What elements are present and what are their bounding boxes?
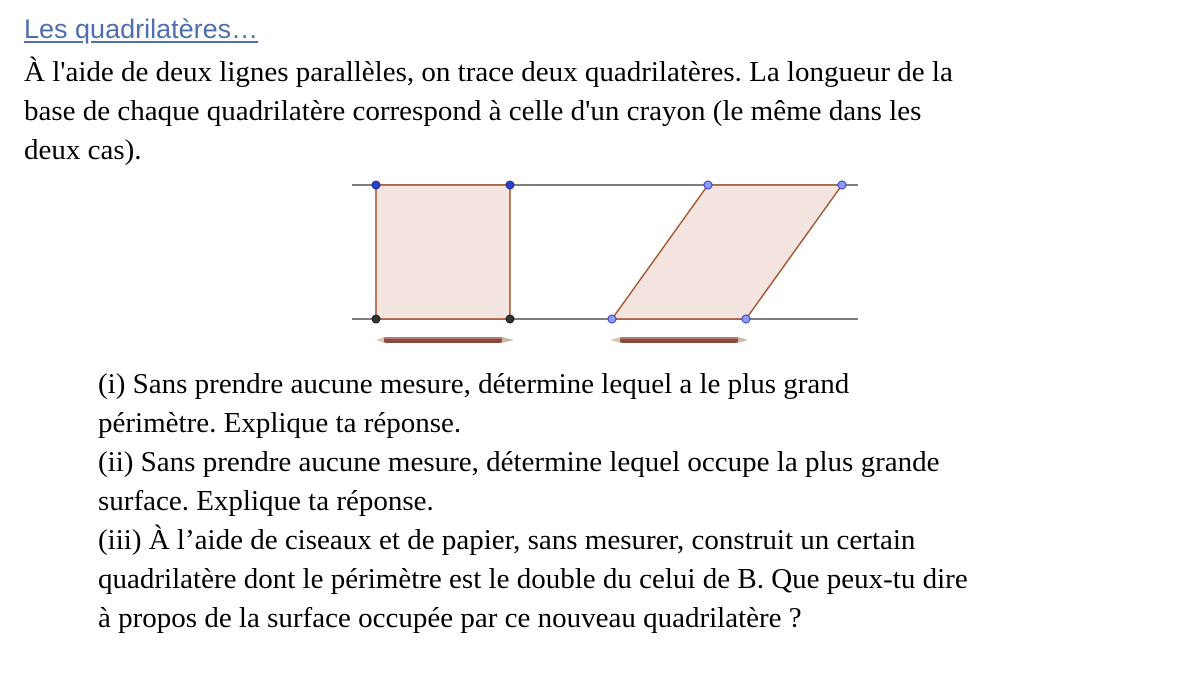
question-ii-line: surface. Explique ta réponse. — [98, 485, 434, 517]
page-title[interactable]: Les quadrilatères… — [24, 14, 259, 44]
intro-line: À l'aide de deux lignes parallèles, on trace deux quadrilatères. La longueur de la — [24, 56, 953, 88]
rectangle-bottom-right-point — [506, 315, 514, 323]
parallelogram-bottom-right-point — [742, 315, 750, 323]
rectangle-shape — [376, 185, 510, 319]
rectangle-bottom-left-point — [372, 315, 380, 323]
intro-line: base de chaque quadrilatère correspond à celle d'un crayon (le même dans les — [24, 95, 922, 127]
question-ii-line: (ii) Sans prendre aucune mesure, détermine lequel occupe la plus grande — [98, 446, 940, 478]
pencil-icon — [610, 337, 748, 343]
parallelogram-bottom-left-point — [608, 315, 616, 323]
intro-line: deux cas). — [24, 134, 142, 166]
parallelogram-top-left-point — [704, 181, 712, 189]
rectangle-top-right-point — [506, 181, 514, 189]
question-iii-line: (iii) À l’aide de ciseaux et de papier, sans mesurer, construit un certain — [98, 524, 916, 556]
quadrilaterals-figure — [340, 170, 870, 360]
parallelogram-shape — [612, 185, 842, 319]
intro-paragraph — [24, 53, 1184, 170]
question-iii-line: quadrilatère dont le périmètre est le double du celui de B. Que peux-tu dire — [98, 563, 968, 595]
rectangle-top-left-point — [372, 181, 380, 189]
question-iii-line: à propos de la surface occupée par ce nouveau quadrilatère ? — [98, 602, 802, 634]
question-i-line: périmètre. Explique ta réponse. — [98, 407, 462, 439]
pencil-icon — [376, 337, 514, 343]
parallelogram-top-right-point — [838, 181, 846, 189]
question-i-line: (i) Sans prendre aucune mesure, détermine lequel a le plus grand — [98, 368, 850, 400]
questions-list — [98, 365, 1188, 638]
